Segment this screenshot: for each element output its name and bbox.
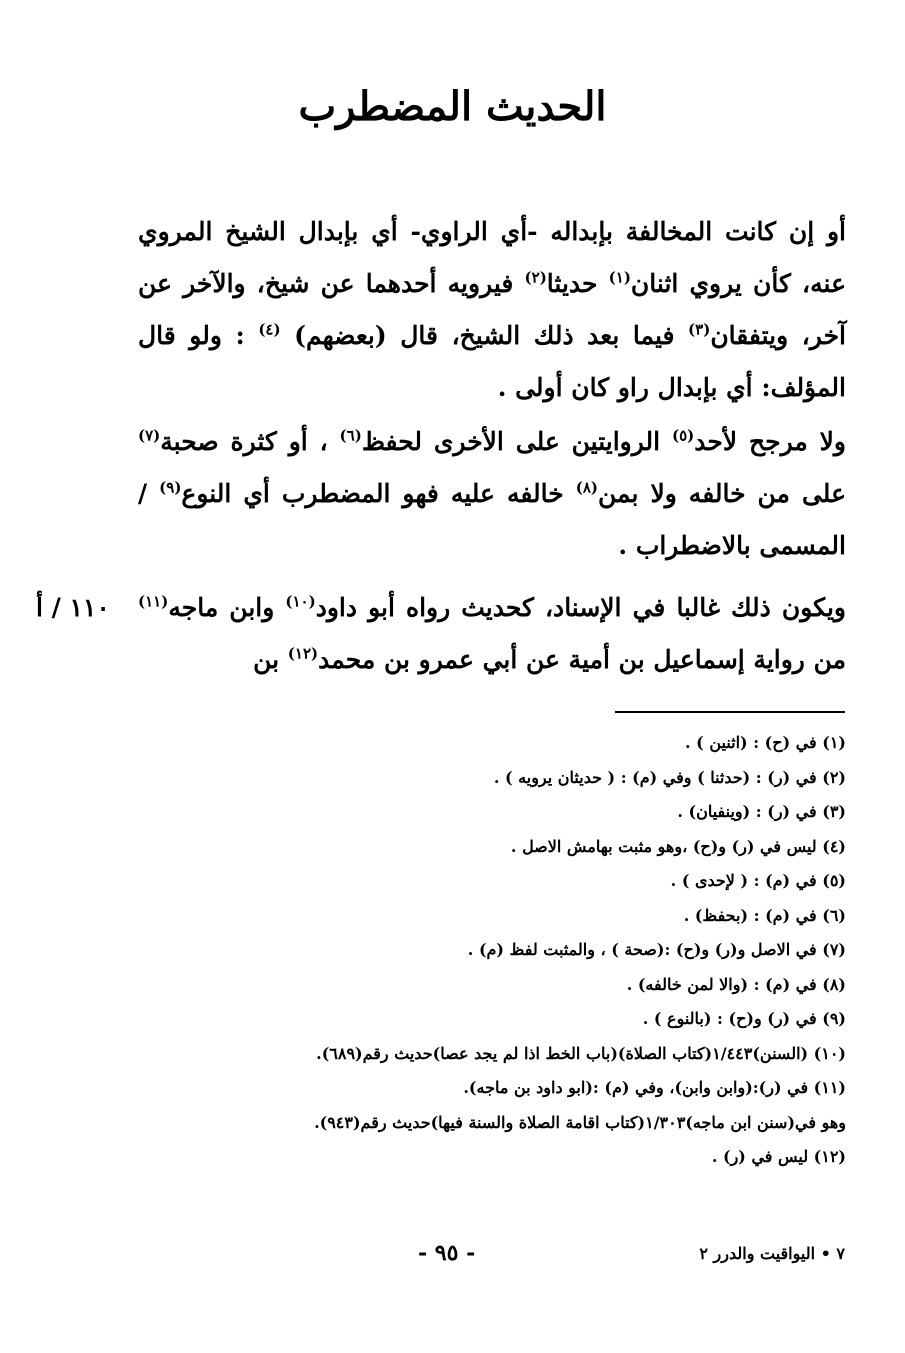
text-run: ولا مرجح لأحد (694, 427, 846, 456)
footnote: (٣) في (ر) : (وينفيان) . (677, 802, 846, 821)
footnotes (200, 726, 846, 1175)
footnote: وهو في(سنن ابن ماجه)١/٣٠٣(كتاب اقامة الصلاة والسنة فيها)حديث رقم(٩٤٣). (314, 1112, 846, 1132)
text-run: فيرويه أحدهما عن شيخ، والآخر عن آخر، ويتفقان (138, 269, 846, 350)
footnote-ref: (٣) (688, 320, 711, 339)
paragraph-1 (138, 206, 846, 414)
footnote-ref: (٧) (138, 426, 161, 445)
footnote-ref: (١) (608, 268, 631, 287)
footnote: (١٠) (السنن)١/٤٤٣(كتاب الصلاة)(باب الخط اذا لم يجد عصا)حديث رقم(٦٨٩). (316, 1043, 846, 1063)
footnote-ref: (٦) (339, 426, 362, 445)
footnote: (٩) في (ر) و(ح) : (بالنوع ) . (642, 1009, 846, 1028)
text-run: أو إن كانت المخالفة بإبداله -أي الراوي- أي بإبدال الشيخ المروي عنه، كأن يروي اثنان (138, 217, 846, 298)
text-run: وابن ماجه (168, 593, 286, 622)
paragraph-3 (138, 582, 846, 686)
footnote: (٥) في (م) : ( لإحدى ) . (670, 871, 846, 890)
text-run: الروايتين على الأخرى لحفظ (361, 427, 672, 456)
text-run: ، أو كثرة صحبة (160, 427, 340, 456)
text-run: حديثا (546, 269, 609, 298)
paragraph-2 (138, 416, 846, 572)
footnote: (٤) ليس في (ر) و(ح) ،وهو مثبت بهامش الاصل . (510, 836, 846, 856)
footnote: (١١) في (ر):(وابن وابن)، وفي (م) :(ابو داود بن ماجه). (463, 1078, 846, 1097)
page-title: الحديث المضطرب (298, 83, 607, 130)
footnote-ref: (٥) (672, 426, 695, 445)
footnote: (٨) في (م) : (والا لمن خالفه) . (626, 974, 846, 994)
footnote: (٢) في (ر) : (حدثنا ) وفي (م) : ( حديثان يرويه ) . (493, 767, 846, 787)
text-run: فيما بعد ذلك الشيخ، قال (بعضهم) (280, 321, 689, 350)
footnote: (١) في (ح) : (اثنين ) . (685, 733, 846, 752)
footnote-ref: (١٠) (285, 592, 316, 611)
text-run: خالفه عليه فهو المضطرب أي النوع (181, 479, 576, 508)
main-text-3 (138, 582, 846, 696)
text-run: من رواية إسماعيل بن أمية عن أبي عمرو بن محمد (318, 645, 846, 674)
main-text (138, 206, 846, 424)
text-run: ويكون ذلك غالبا في الإسناد، كحديث رواه أبو داود (315, 593, 846, 622)
text-run: /المسمى بالاضطراب . (138, 479, 846, 560)
footnote-ref: (١١) (138, 592, 169, 611)
text-run: : ولو قال المؤلف: أي بإبدال راو كان أولى . (138, 321, 846, 402)
page-number: - ٩٥ - (418, 1240, 476, 1266)
footnote: (٦) في (م) : (بحفظ) . (683, 905, 846, 925)
footnote-ref: (٢) (524, 268, 547, 287)
footnote: (١٢) ليس في (ر) . (711, 1147, 846, 1166)
main-text-2 (138, 416, 846, 582)
footnote-ref: (٤) (258, 320, 281, 339)
book-label: ٧ • اليواقيت والدرر ٢ (699, 1244, 845, 1263)
footnote: (٧) في الاصل و(ر) و(ح) :(صحة ) ، والمثبت لفظ (م) . (467, 940, 846, 959)
footnote-ref: (٩) (159, 478, 182, 497)
footnote-ref: (١٢) (287, 644, 319, 663)
footnote-separator (615, 711, 845, 713)
text-run: بن (253, 645, 288, 674)
footnote-ref: (٨) (575, 478, 598, 497)
margin-folio-note: ١١٠ / أ (36, 593, 110, 622)
text-run: على من خالفه ولا بمن (598, 479, 846, 508)
